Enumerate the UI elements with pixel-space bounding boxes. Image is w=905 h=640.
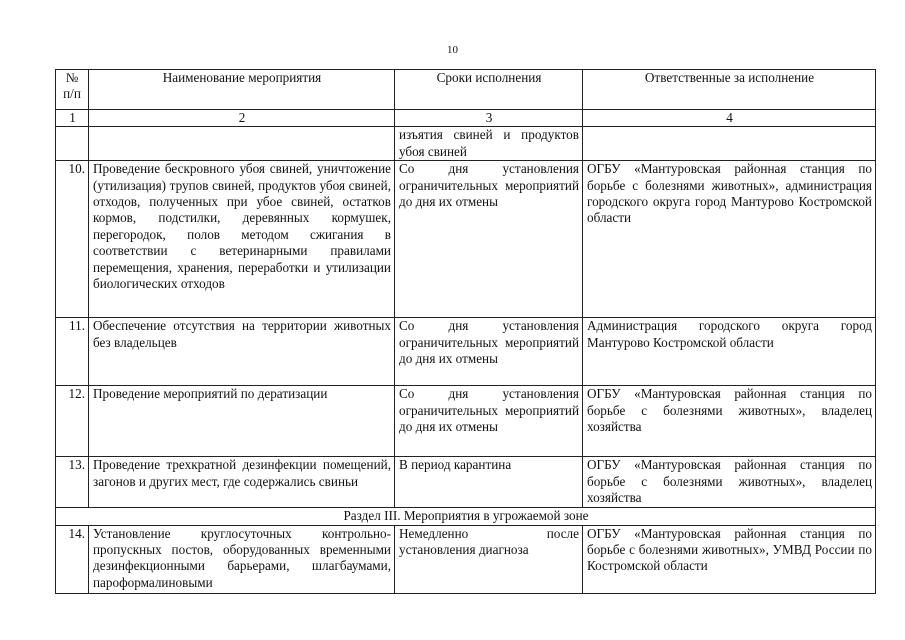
section-row — [56, 508, 876, 525]
row-term: Со дня установления ограничительных мероприятий до дня их отмены — [395, 386, 583, 457]
row-responsible: ОГБУ «Мантуровская районная станция по борьбе с болезнями животных», администрация городского округа город Мантурово Костромской области — [583, 161, 876, 318]
table-row — [56, 457, 876, 508]
row-term: Со дня установления ограничительных мероприятий до дня их отмены — [395, 161, 583, 318]
cell-responsible — [583, 127, 876, 161]
row-action: Проведение бескровного убоя свиней, уничтожение (утилизация) трупов свиней, продуктов убоя свиней, отходов, полученных при убое свиней, остатков кормов, подстилки, деревянных кормушек, перегородок, полов методом сжигания в соответствии с ветеринарными правилами перемещения, хранения, переработки и утилизации биологических отходов — [89, 161, 395, 318]
column-number: 3 — [395, 110, 583, 127]
row-responsible: ОГБУ «Мантуровская районная станция по борьбе с болезнями животных», владелец хозяйства — [583, 386, 876, 457]
section-title: Раздел III. Мероприятия в угрожаемой зоне — [56, 508, 876, 525]
row-number: 11. — [56, 318, 89, 386]
row-term: В период карантина — [395, 457, 583, 508]
table-row — [56, 386, 876, 457]
header-term: Сроки исполнения — [395, 70, 583, 110]
column-number: 2 — [89, 110, 395, 127]
cell-term: изъятия свиней и продуктов убоя свиней — [395, 127, 583, 161]
row-responsible: ОГБУ «Мантуровская районная станция по борьбе с болезнями животных», владелец хозяйства — [583, 457, 876, 508]
row-number: 10. — [56, 161, 89, 318]
table-row — [56, 525, 876, 593]
row-term: Со дня установления ограничительных мероприятий до дня их отмены — [395, 318, 583, 386]
cell-action — [89, 127, 395, 161]
continuation-row — [56, 127, 876, 161]
row-action: Обеспечение отсутствия на территории животных без владельцев — [89, 318, 395, 386]
column-number: 4 — [583, 110, 876, 127]
row-term: Немедленно после установления диагноза — [395, 525, 583, 593]
header-num: № п/п — [56, 70, 89, 110]
measures-table — [55, 69, 876, 594]
header-row — [56, 70, 876, 110]
row-responsible: Администрация городского округа город Мантурово Костромской области — [583, 318, 876, 386]
cell-num — [56, 127, 89, 161]
row-action: Проведение трехкратной дезинфекции помещений, загонов и других мест, где содержались свиньи — [89, 457, 395, 508]
row-action: Проведение мероприятий по дератизации — [89, 386, 395, 457]
page-number: 10 — [447, 44, 458, 56]
row-number: 14. — [56, 525, 89, 593]
table-row — [56, 318, 876, 386]
row-number: 13. — [56, 457, 89, 508]
column-number-row — [56, 110, 876, 127]
table-row — [56, 161, 876, 318]
column-number: 1 — [56, 110, 89, 127]
row-number: 12. — [56, 386, 89, 457]
header-responsible: Ответственные за исполнение — [583, 70, 876, 110]
header-action: Наименование мероприятия — [89, 70, 395, 110]
row-responsible: ОГБУ «Мантуровская районная станция по борьбе с болезнями животных», УМВД России по Костромской области — [583, 525, 876, 593]
row-action: Установление круглосуточных контрольно-пропускных постов, оборудованных временными дезинфекционными барьерами, шлагбаумами, пароформалиновыми — [89, 525, 395, 593]
